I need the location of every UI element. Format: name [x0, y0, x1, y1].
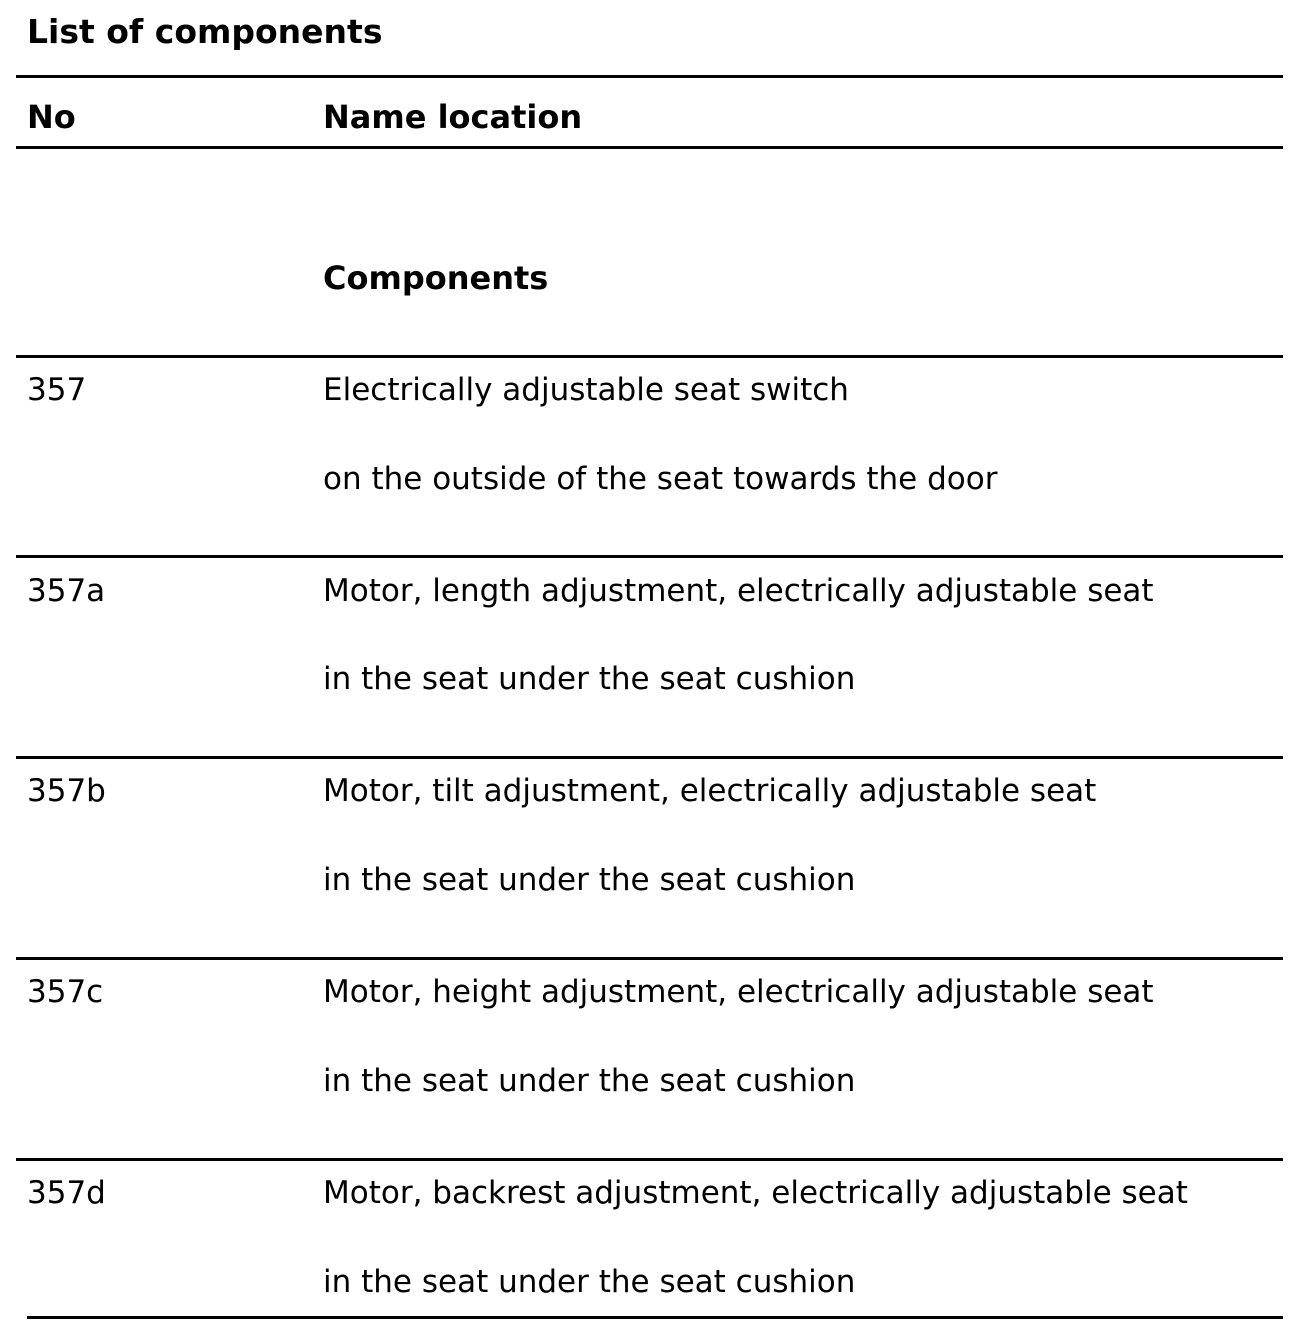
row-rule — [16, 555, 1283, 558]
row-no: 357a — [27, 573, 106, 609]
row-location: on the outside of the seat towards the door — [323, 461, 998, 497]
row-rule — [16, 957, 1283, 960]
row-location: in the seat under the seat cushion — [323, 1063, 856, 1099]
table-top-rule — [16, 75, 1283, 78]
row-no: 357 — [27, 372, 87, 408]
header-name-location: Name location — [323, 98, 583, 136]
row-rule — [16, 355, 1283, 358]
row-no: 357b — [27, 773, 106, 809]
row-name: Electrically adjustable seat switch — [323, 372, 849, 408]
row-rule — [16, 756, 1283, 759]
row-name: Motor, height adjustment, electrically adjustable seat — [323, 974, 1154, 1010]
table-bottom-rule — [27, 1316, 1283, 1319]
header-bottom-rule — [16, 146, 1283, 149]
row-location: in the seat under the seat cushion — [323, 862, 856, 898]
row-no: 357c — [27, 974, 104, 1010]
page-title: List of components — [27, 12, 383, 51]
row-location: in the seat under the seat cushion — [323, 661, 856, 697]
row-name: Motor, tilt adjustment, electrically adjustable seat — [323, 773, 1097, 809]
row-name: Motor, length adjustment, electrically adjustable seat — [323, 573, 1154, 609]
section-heading: Components — [323, 259, 549, 297]
header-no: No — [27, 98, 76, 136]
row-rule — [16, 1158, 1283, 1161]
row-name: Motor, backrest adjustment, electrically adjustable seat — [323, 1175, 1188, 1211]
row-no: 357d — [27, 1175, 106, 1211]
row-location: in the seat under the seat cushion — [323, 1264, 856, 1300]
